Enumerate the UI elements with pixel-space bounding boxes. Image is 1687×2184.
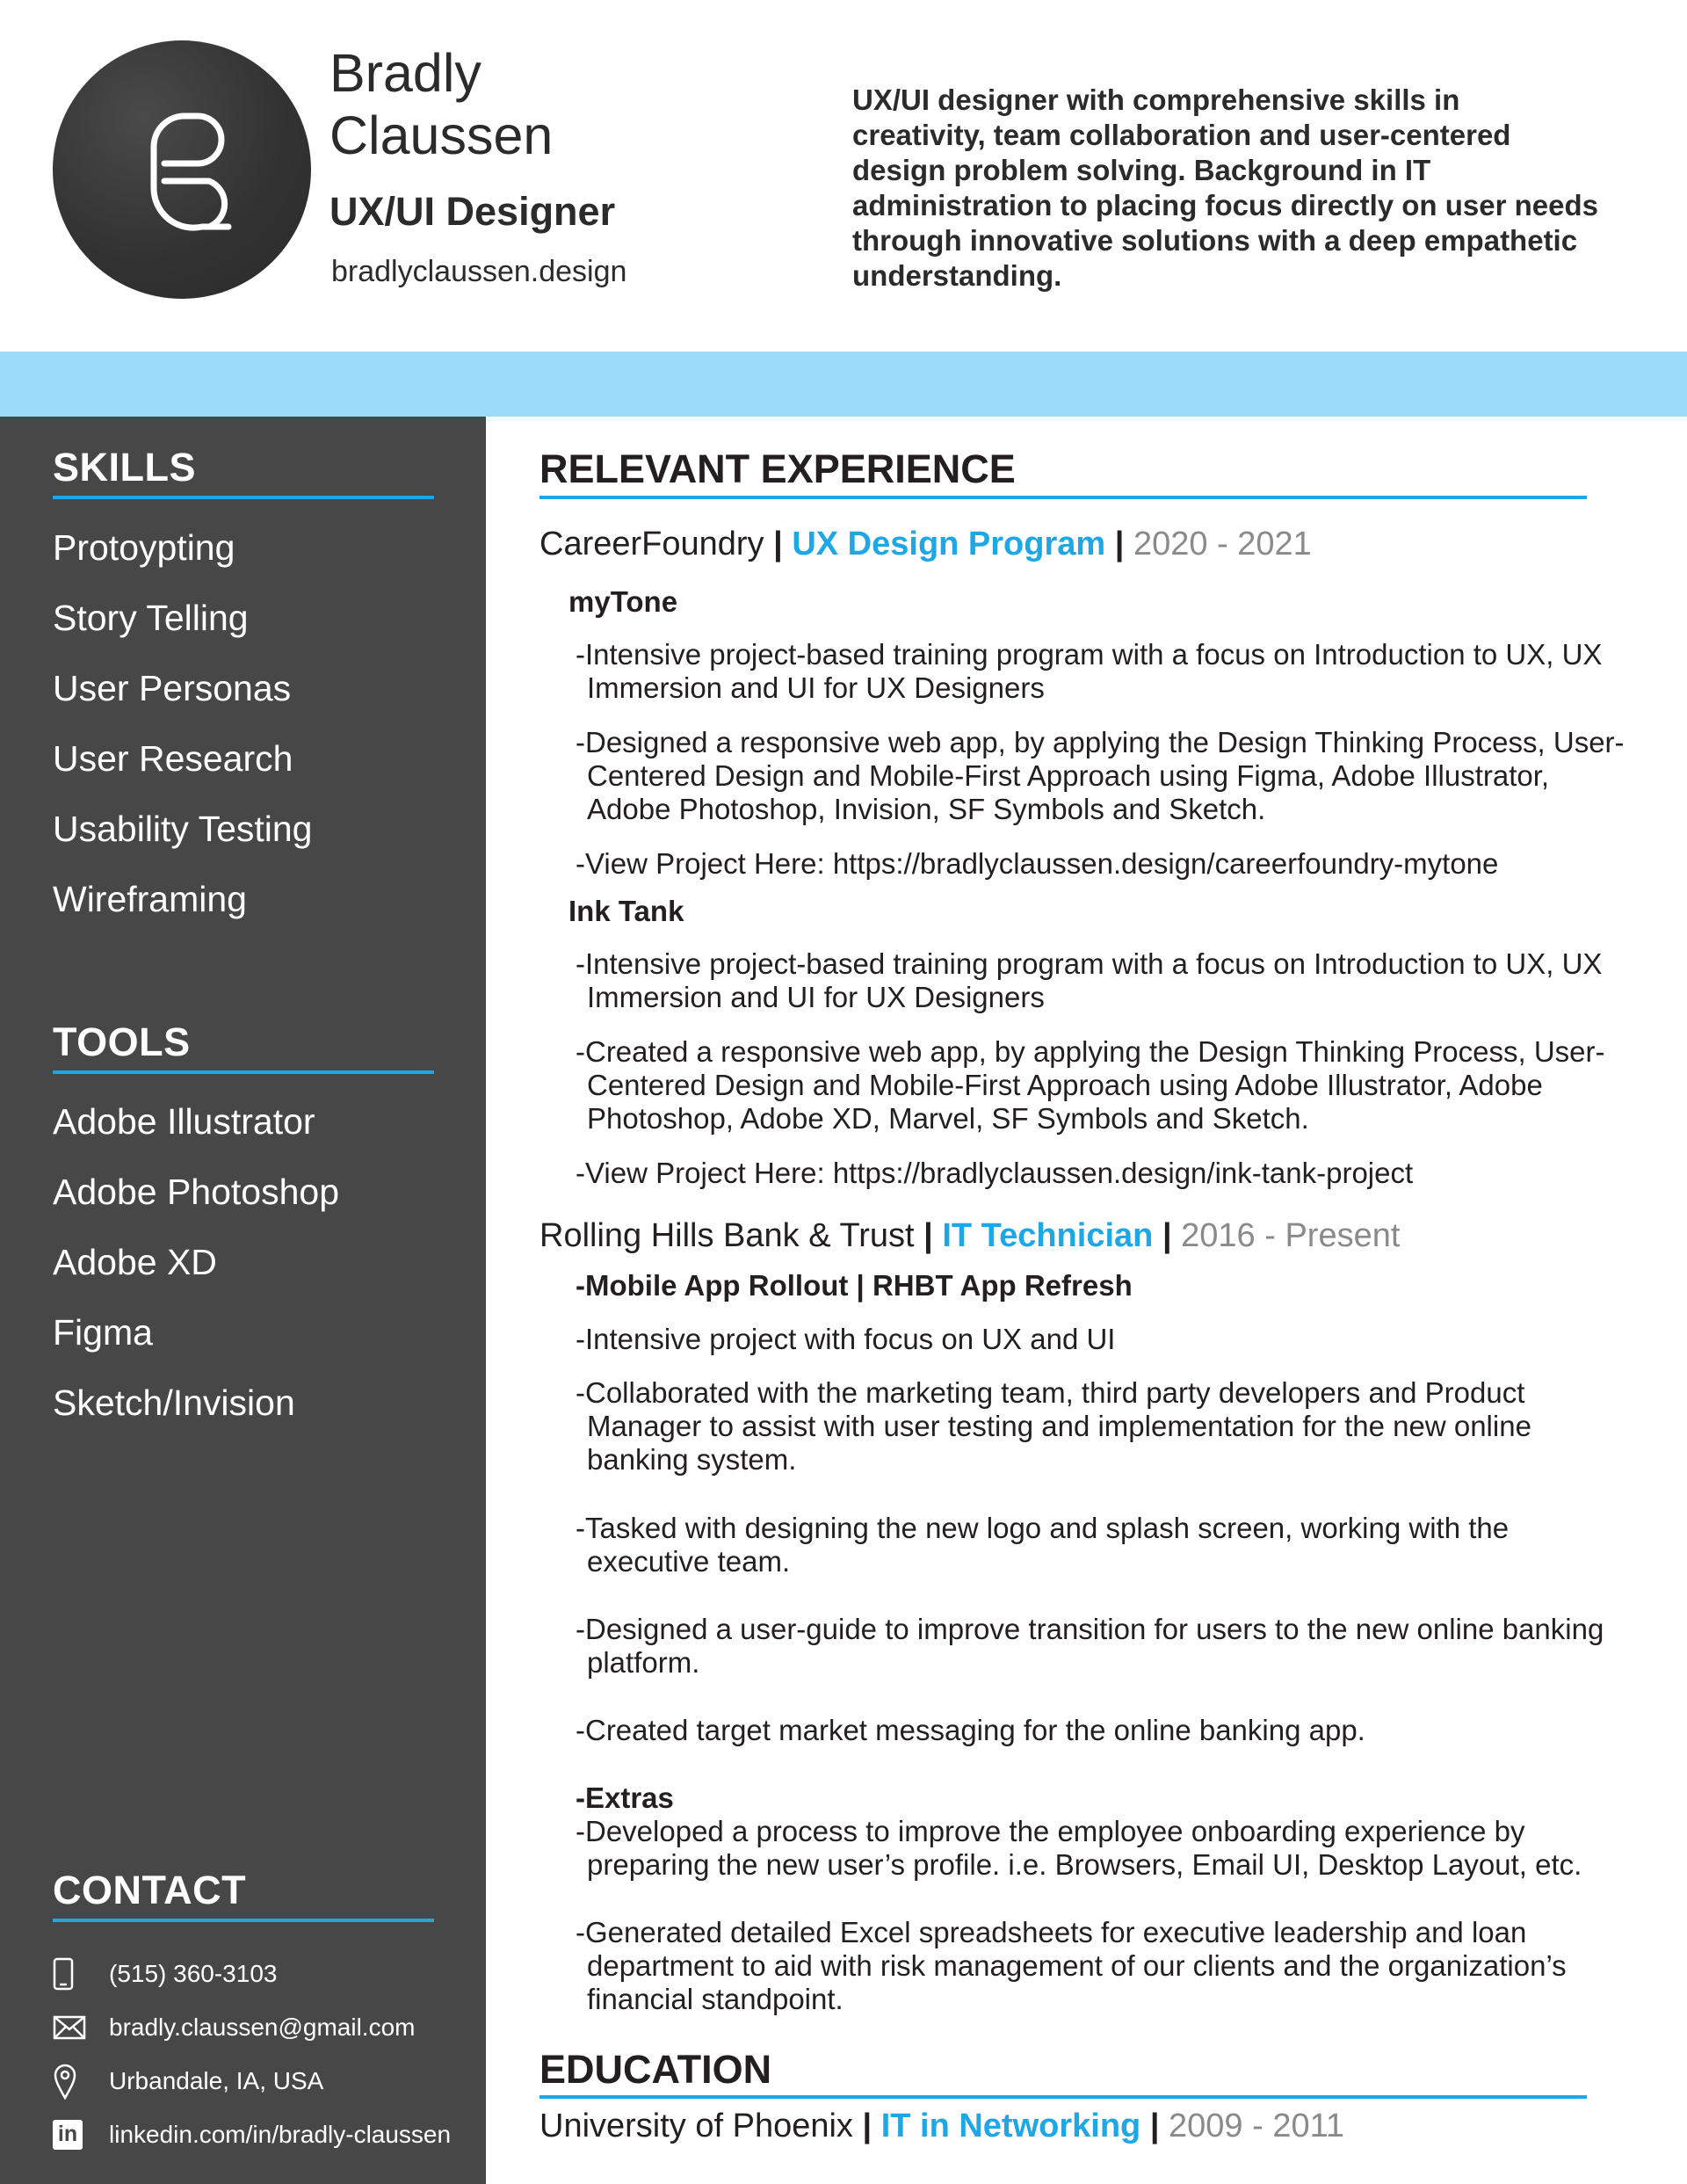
job-careerfoundry — [539, 526, 1312, 563]
skill-item: User Research — [53, 738, 293, 779]
education-entry — [539, 2108, 1344, 2145]
contact-rule — [53, 1919, 434, 1922]
bullet-item: -Created a responsive web app, by applying the Design Thinking Process, User-Centered Design and Mobile-First Approach using Adobe Illustrator, Adobe Photoshop, Adobe XD, Marvel, SF Symbols and Sketch. — [576, 1035, 1605, 1135]
job-rhbt — [539, 1217, 1400, 1255]
separator: | — [862, 2108, 872, 2144]
linkedin-url[interactable]: linkedin.com/in/bradly-claussen — [109, 2120, 452, 2148]
tool-item: Adobe Illustrator — [53, 1101, 315, 1142]
bullet-item: -Generated detailed Excel spreadsheets for executive leadership and loan department to aid with risk management of our clients and the organization’s financial standpoint. — [576, 1916, 1567, 2015]
bullet-item: -Designed a user-guide to improve transition for users to the new online banking platform. — [576, 1613, 1604, 1679]
skills-list — [53, 526, 313, 947]
tool-item: Figma — [53, 1312, 153, 1353]
contact-list — [53, 1947, 451, 2161]
accent-band — [0, 352, 1687, 417]
candidate-name — [329, 42, 553, 167]
skill-item: Protoypting — [53, 527, 235, 568]
email-address[interactable]: bradly.claussen@gmail.com — [109, 2013, 416, 2041]
linkedin-icon — [53, 2115, 88, 2154]
bullet-item: -Intensive project-based training program with a focus on Introduction to UX, UX Immersion and UI for UX Designers — [576, 638, 1603, 704]
company-name: CareerFoundry — [539, 526, 764, 562]
phone-icon — [53, 1955, 88, 1993]
tools-heading: TOOLS — [53, 1019, 191, 1064]
project-name: Ink Tank — [568, 895, 684, 927]
separator: | — [1114, 526, 1125, 562]
location-pin-icon — [53, 2062, 88, 2101]
bullet-item: -Intensive project with focus on UX and UI — [576, 1323, 1116, 1355]
skills-heading: SKILLS — [53, 445, 197, 490]
contact-phone — [53, 1947, 451, 2000]
tools-rule — [53, 1070, 434, 1074]
separator: | — [923, 1217, 933, 1254]
website-link[interactable]: bradlyclaussen.design — [331, 255, 627, 288]
bullet-item: -Developed a process to improve the employee onboarding experience by preparing the new user’s profile. i.e. Browsers, Email UI, Desktop Layout, etc. — [576, 1815, 1582, 1881]
contact-heading: CONTACT — [53, 1868, 247, 1912]
skill-item: User Personas — [53, 668, 292, 708]
bullet-item: -Collaborated with the marketing team, third party developers and Product Manager to assist with user testing and implementation for the new online banking system. — [576, 1376, 1531, 1476]
logo — [53, 40, 311, 299]
separator: | — [773, 526, 783, 562]
education-rule — [539, 2095, 1587, 2099]
bullet-item: -Created target market messaging for the online banking app. — [576, 1714, 1365, 1746]
separator: | — [1162, 1217, 1172, 1254]
separator: | — [1149, 2108, 1160, 2144]
contact-location — [53, 2054, 451, 2108]
project-link[interactable]: -View Project Here: https://bradlyclaussen.design/ink-tank-project — [576, 1157, 1414, 1189]
monogram-logo-icon — [53, 40, 311, 299]
education-heading: EDUCATION — [539, 2047, 772, 2092]
linkedin-glyph: in — [53, 2120, 83, 2150]
education-years: 2009 - 2011 — [1169, 2108, 1345, 2144]
project-name: myTone — [568, 585, 678, 618]
tools-list — [53, 1099, 339, 1451]
tool-item: Adobe Photoshop — [53, 1172, 339, 1212]
job-role: UX/UI Designer — [329, 189, 616, 234]
project-link[interactable]: -View Project Here: https://bradlyclaussen.design/careerfoundry-mytone — [576, 847, 1499, 880]
job-years: 2020 - 2021 — [1133, 526, 1312, 562]
location-text: Urbandale, IA, USA — [109, 2066, 324, 2094]
job-title: IT Technician — [942, 1217, 1154, 1254]
skill-item: Wireframing — [53, 879, 247, 919]
mail-icon — [53, 2008, 88, 2047]
skill-item: Story Telling — [53, 598, 249, 638]
experience-rule — [539, 496, 1587, 499]
job-years: 2016 - Present — [1181, 1217, 1401, 1254]
skill-item: Usability Testing — [53, 809, 313, 849]
job-title: UX Design Program — [792, 526, 1106, 562]
extras-heading: -Extras — [576, 1781, 674, 1814]
phone-number[interactable]: (515) 360-3103 — [109, 1959, 278, 1987]
experience-heading: RELEVANT EXPERIENCE — [539, 446, 1016, 491]
bullet-item: -Designed a responsive web app, by applying the Design Thinking Process, User-Centered Design and Mobile-First Approach using Figma, Adobe Illustrator, Adobe Photoshop, Invision, SF Symbols and Sketch. — [576, 726, 1625, 825]
company-name: Rolling Hills Bank & Trust — [539, 1217, 915, 1254]
last-name: Claussen — [329, 105, 554, 165]
bullet-item: -Tasked with designing the new logo and splash screen, working with the executive team. — [576, 1512, 1510, 1578]
first-name: Bradly — [329, 43, 481, 103]
tool-item: Sketch/Invision — [53, 1382, 295, 1423]
tool-item: Adobe XD — [53, 1242, 217, 1282]
school-name: University of Phoenix — [539, 2108, 853, 2144]
project-subheading: -Mobile App Rollout | RHBT App Refresh — [576, 1269, 1133, 1302]
contact-linkedin — [53, 2108, 451, 2161]
program-name: IT in Networking — [880, 2108, 1141, 2144]
contact-email — [53, 2000, 451, 2054]
profile-summary: UX/UI designer with comprehensive skills in creativity, team collaboration and user-centered design problem solving. Background in IT administration to placing focus directly on user needs through innovative solutions with a deep empathetic understanding. — [852, 83, 1598, 292]
skills-rule — [53, 496, 434, 499]
bullet-item: -Intensive project-based training program with a focus on Introduction to UX, UX Immersion and UI for UX Designers — [576, 947, 1603, 1013]
